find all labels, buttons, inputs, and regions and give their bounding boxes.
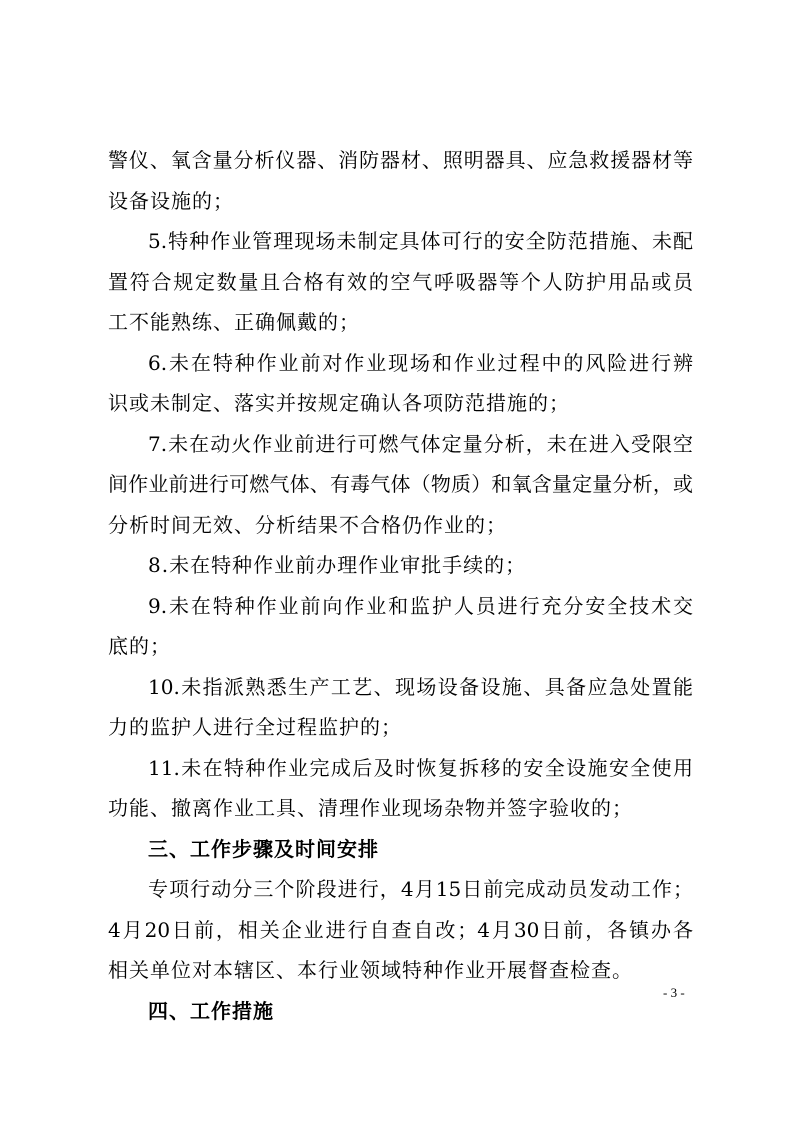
page-number: - 3 - — [663, 985, 685, 1000]
list-item-8-line: 8.未在特种作业前办理作业审批手续的； — [148, 553, 527, 577]
list-item-9-line: 9.未在特种作业前向作业和监护人员进行充分安全技术交 — [148, 593, 693, 618]
document-body — [108, 140, 693, 1031]
text-line: 置符合规定数量且合格有效的空气呼吸器等个人防护用品或员 — [108, 269, 693, 294]
text-line: 底的； — [108, 634, 171, 658]
text-line: 相关单位对本辖区、本行业领域特种作业开展督查检查。 — [108, 958, 633, 982]
text-line: 警仪、氧含量分析仪器、消防器材、照明器具、应急救援器材等 — [108, 148, 693, 172]
section-heading-4: 四、工作措施 — [148, 998, 274, 1023]
list-item-5-line: 5.特种作业管理现场未制定具体可行的安全防范措施、未配 — [148, 229, 693, 253]
text-line: 分析时间无效、分析结果不合格仍作业的； — [108, 512, 507, 537]
text-line: 4月20日前，相关企业进行自查自改；4月30日前，各镇办各 — [108, 917, 693, 942]
list-item-10-line: 10.未指派熟悉生产工艺、现场设备设施、具备应急处置能 — [148, 674, 693, 699]
list-item-6-line: 6.未在特种作业前对作业现场和作业过程中的风险进行辨 — [148, 350, 693, 375]
text-line: 识或未制定、落实并按规定确认各项防范措施的； — [108, 391, 570, 415]
text-line: 间作业前进行可燃气体、有毒气体（物质）和氧含量定量分析，或 — [108, 472, 693, 496]
text-line: 力的监护人进行全过程监护的； — [108, 715, 402, 739]
text-line: 功能、撤离作业工具、清理作业现场杂物并签字验收的； — [108, 796, 633, 820]
text-line: 设备设施的； — [108, 188, 234, 213]
text-line: 专项行动分三个阶段进行，4月15日前完成动员发动工作； — [148, 877, 693, 901]
list-item-11-line: 11.未在特种作业完成后及时恢复拆移的安全设施安全使用 — [148, 755, 693, 780]
text-line: 工不能熟练、正确佩戴的； — [108, 310, 360, 334]
list-item-7-line: 7.未在动火作业前进行可燃气体定量分析，未在进入受限空 — [148, 431, 693, 456]
section-heading-3: 三、工作步骤及时间安排 — [148, 836, 379, 861]
